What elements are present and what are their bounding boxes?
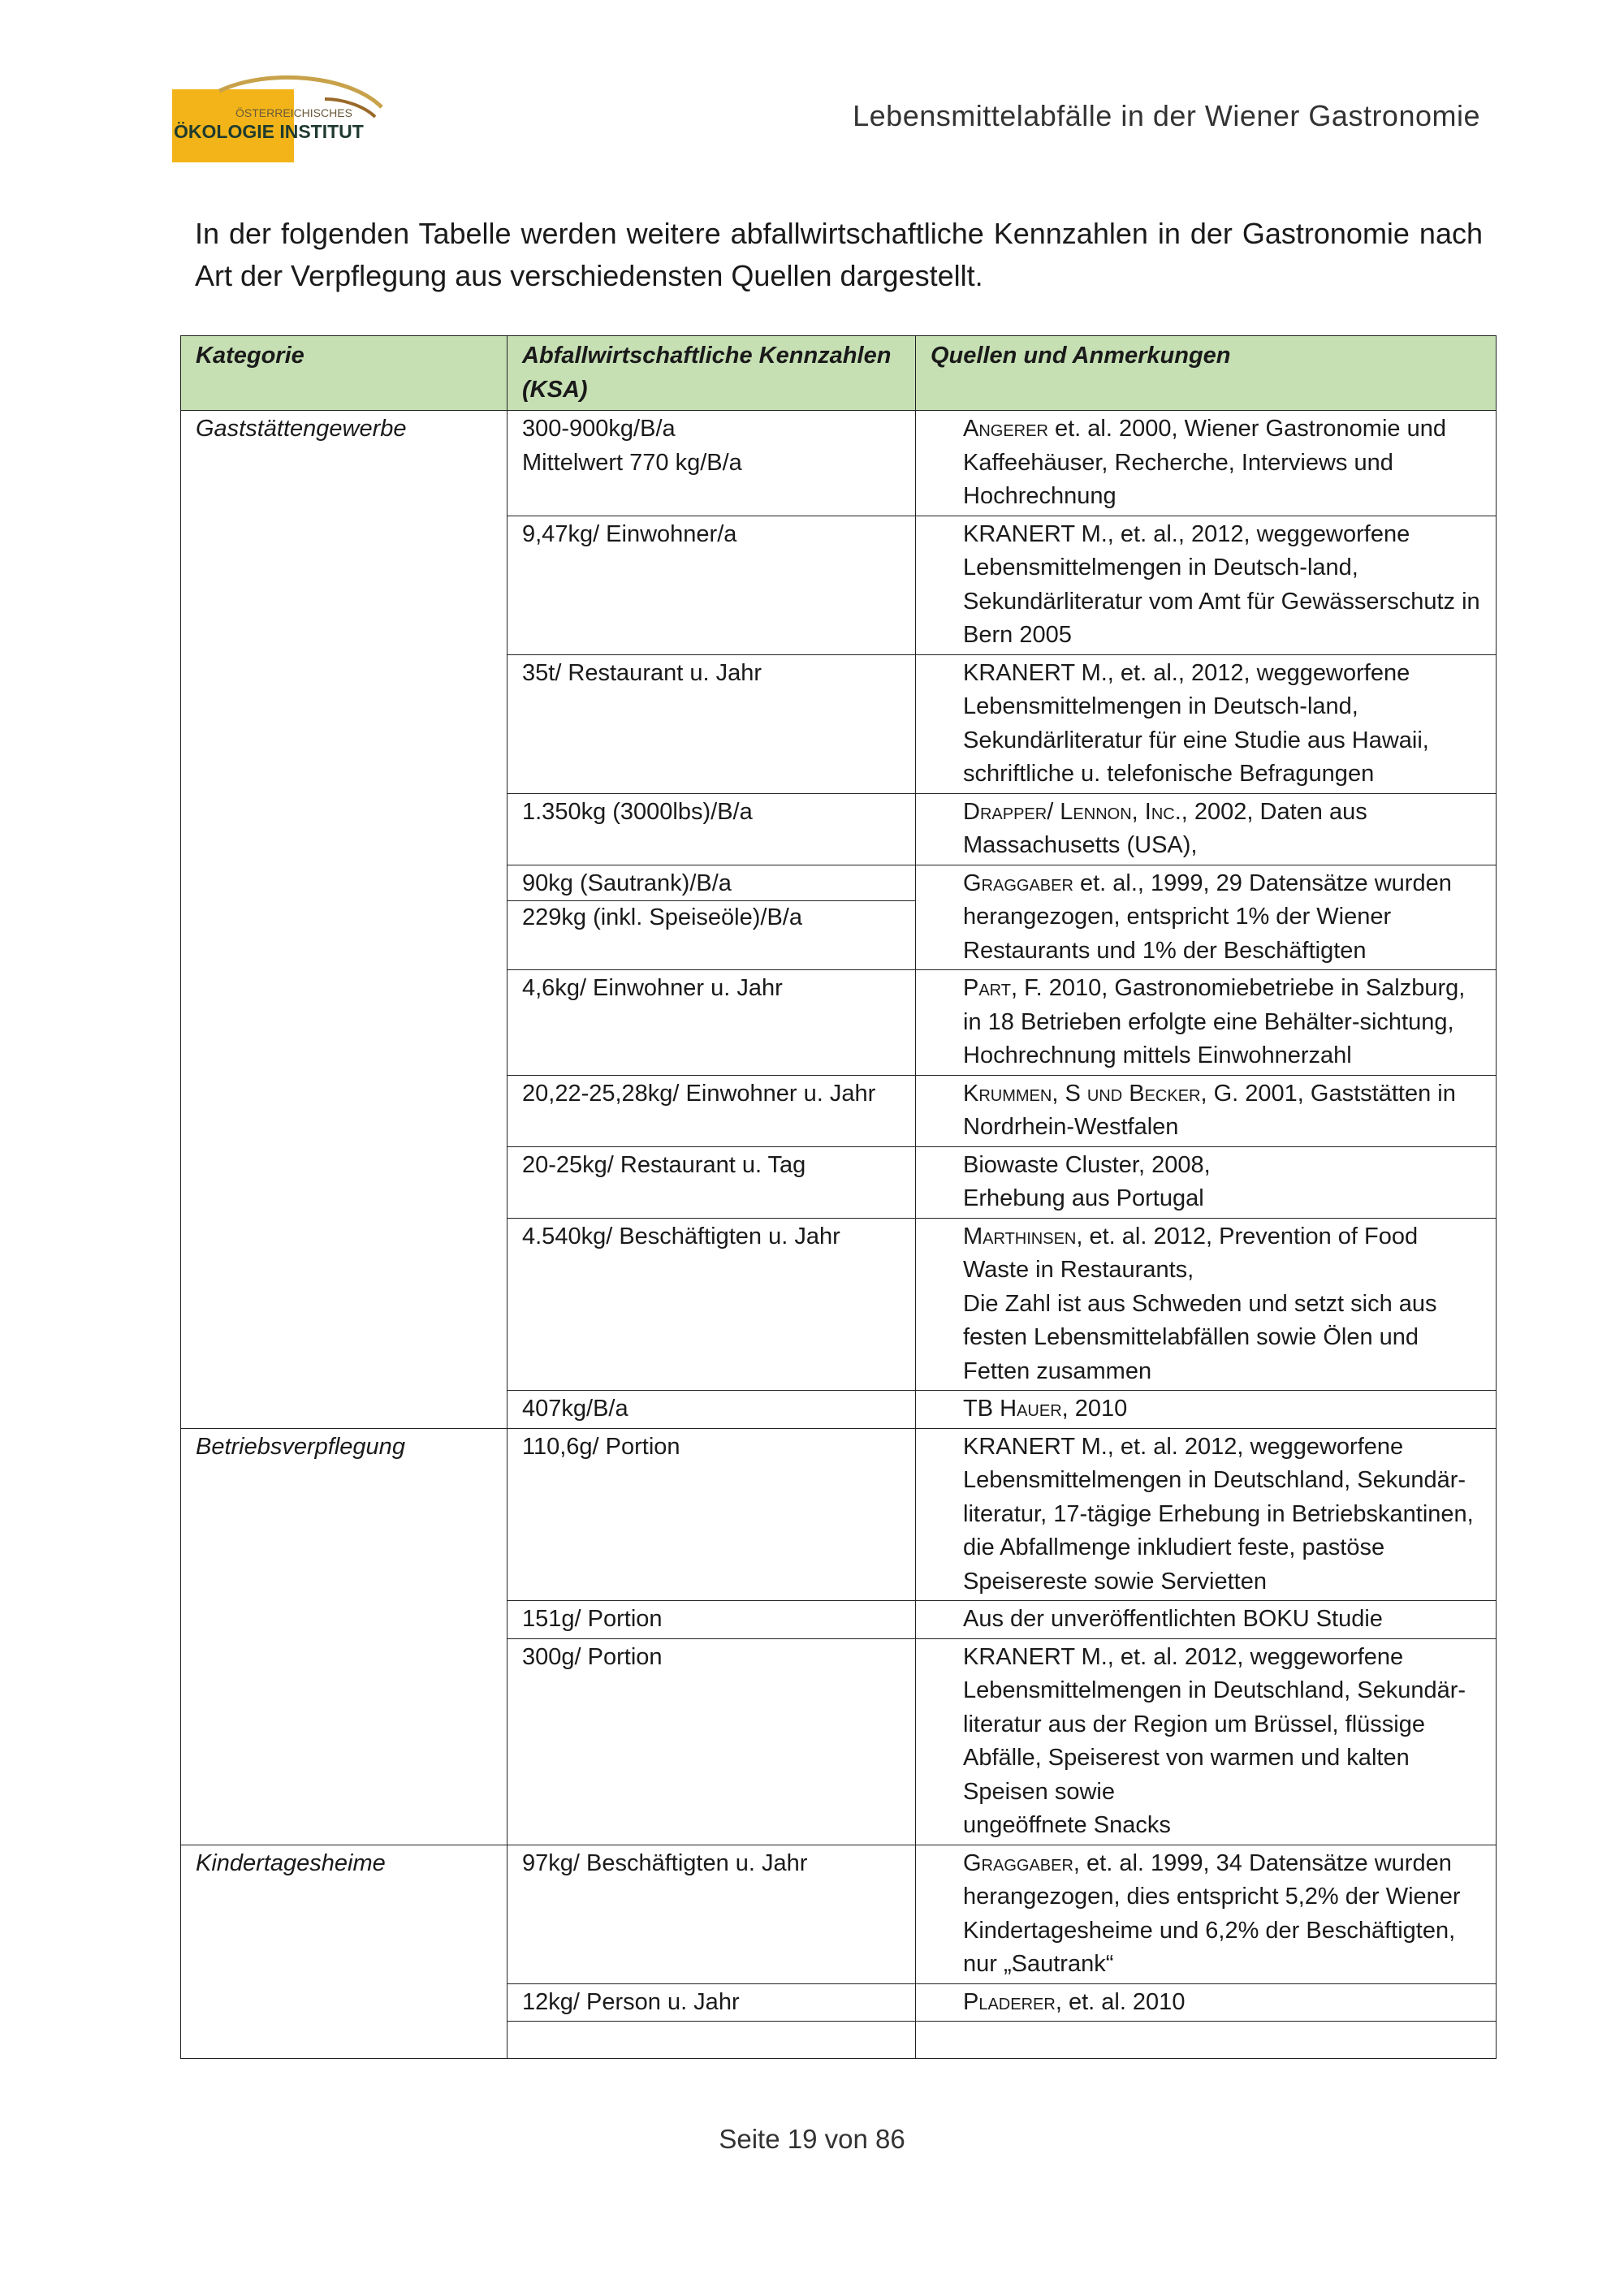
ksa-cell: 407kg/B/a — [508, 1391, 916, 1429]
institute-logo — [162, 75, 406, 172]
waste-figures-table — [180, 335, 1497, 2059]
ksa-cell: 110,6g/ Portion — [508, 1428, 916, 1601]
ksa-cell: 4.540kg/ Beschäftigten u. Jahr — [508, 1218, 916, 1391]
category-label: Kindertagesheime — [196, 1849, 386, 1876]
source-cell: TB Hauer, 2010 — [916, 1391, 1497, 1429]
source-cell: Graggaber et. al., 1999, 29 Datensätze wurden herangezogen, entspricht 1% der Wiener Restaurants und 1% der Beschäftigten — [916, 865, 1497, 970]
source-cell: KRANERT M., et. al., 2012, weggeworfene Lebensmittelmengen in Deutsch-land, Sekundärliteratur für eine Studie aus Hawaii, schriftliche u. telefonische Befragungen — [916, 654, 1497, 793]
source-cell: KRANERT M., et. al., 2012, weggeworfene Lebensmittelmengen in Deutsch-land, Sekundärliteratur vom Amt für Gewässerschutz in Bern 2005 — [916, 516, 1497, 654]
ksa-cell: 35t/ Restaurant u. Jahr — [508, 654, 916, 793]
ksa-cell: 20-25kg/ Restaurant u. Tag — [508, 1146, 916, 1218]
source-cell: Angerer et. al. 2000, Wiener Gastronomie und Kaffeehäuser, Recherche, Interviews und Hochrechnung — [916, 411, 1497, 516]
source-cell: Marthinsen, et. al. 2012, Prevention of Food Waste in Restaurants, Die Zahl ist aus Schweden und setzt sich aus festen Lebensmittelabfällen sowie Ölen und Fetten zusammen — [916, 1218, 1497, 1391]
ksa-cell: 4,6kg/ Einwohner u. Jahr — [508, 970, 916, 1076]
source-cell: Biowaste Cluster, 2008, Erhebung aus Portugal — [916, 1146, 1497, 1218]
category-label: Betriebsverpflegung — [196, 1433, 405, 1460]
ksa-cell: 20,22-25,28kg/ Einwohner u. Jahr — [508, 1075, 916, 1146]
table-row — [181, 1428, 1497, 1601]
column-header-kategorie: Kategorie — [181, 336, 508, 411]
ksa-cell: 300g/ Portion — [508, 1638, 916, 1845]
logo-top-text: ÖSTERREICHISCHES — [235, 106, 352, 119]
page-number: Seite 19 von 86 — [719, 2124, 905, 2154]
source-cell: Drapper/ Lennon, Inc., 2002, Daten aus Massachusetts (USA), — [916, 793, 1497, 865]
empty-cell — [916, 2022, 1497, 2059]
document-title: Lebensmittelabfälle in der Wiener Gastronomie — [853, 99, 1480, 132]
ksa-cell: 151g/ Portion — [508, 1601, 916, 1639]
category-cell — [181, 1428, 508, 1845]
table-row — [181, 1845, 1497, 1983]
source-cell: KRANERT M., et. al. 2012, weggeworfene Lebensmittelmengen in Deutschland, Sekundär-literatur aus der Region um Brüssel, flüssige Abfälle, Speiserest von warmen und kalten Speisen sowie ungeöffnete Snacks — [916, 1638, 1497, 1845]
column-header-ksa: Abfallwirtschaftliche Kennzahlen (KSA) — [508, 336, 916, 411]
ksa-cell: 97kg/ Beschäftigten u. Jahr — [508, 1845, 916, 1983]
ksa-cell: 90kg (Sautrank)/B/a 229kg (inkl. Speiseöle)/B/a — [508, 865, 916, 970]
source-cell: Pladerer, et. al. 2010 — [916, 1983, 1497, 2022]
ksa-cell: 300-900kg/B/a Mittelwert 770 kg/B/a — [508, 411, 916, 516]
category-cell — [181, 1845, 508, 2059]
empty-cell — [508, 2022, 916, 2059]
column-header-quellen: Quellen und Anmerkungen — [916, 336, 1497, 411]
source-cell: KRANERT M., et. al. 2012, weggeworfene Lebensmittelmengen in Deutschland, Sekundär-literatur, 17-tägige Erhebung in Betriebskantinen, die Abfallmenge inkludiert feste, pastöse Speisereste sowie Servietten — [916, 1428, 1497, 1601]
table-header-row — [181, 336, 1497, 411]
ksa-cell: 1.350kg (3000lbs)/B/a — [508, 793, 916, 865]
source-cell: Krummen, S und Becker, G. 2001, Gaststätten in Nordrhein-Westfalen — [916, 1075, 1497, 1146]
ksa-cell: 9,47kg/ Einwohner/a — [508, 516, 916, 654]
table-row — [181, 411, 1497, 516]
source-cell: Part, F. 2010, Gastronomiebetriebe in Salzburg, in 18 Betrieben erfolgte eine Behälter-sichtung, Hochrechnung mittels Einwohnerzahl — [916, 970, 1497, 1076]
ksa-cell: 12kg/ Person u. Jahr — [508, 1983, 916, 2022]
category-label: Gaststättengewerbe — [196, 416, 407, 442]
category-cell — [181, 411, 508, 1429]
intro-paragraph: In der folgenden Tabelle werden weitere abfallwirtschaftliche Kennzahlen in der Gastronomie nach Art der Verpflegung aus verschiedensten Quellen dargestellt. — [195, 217, 1483, 292]
logo-main-text: ÖKOLOGIE INSTITUT — [174, 121, 364, 142]
source-cell: Graggaber, et. al. 1999, 34 Datensätze wurden herangezogen, dies entspricht 5,2% der Wiener Kindertagesheime und 6,2% der Beschäftigten, nur „Sautrank“ — [916, 1845, 1497, 1983]
source-cell: Aus der unveröffentlichten BOKU Studie — [916, 1601, 1497, 1639]
